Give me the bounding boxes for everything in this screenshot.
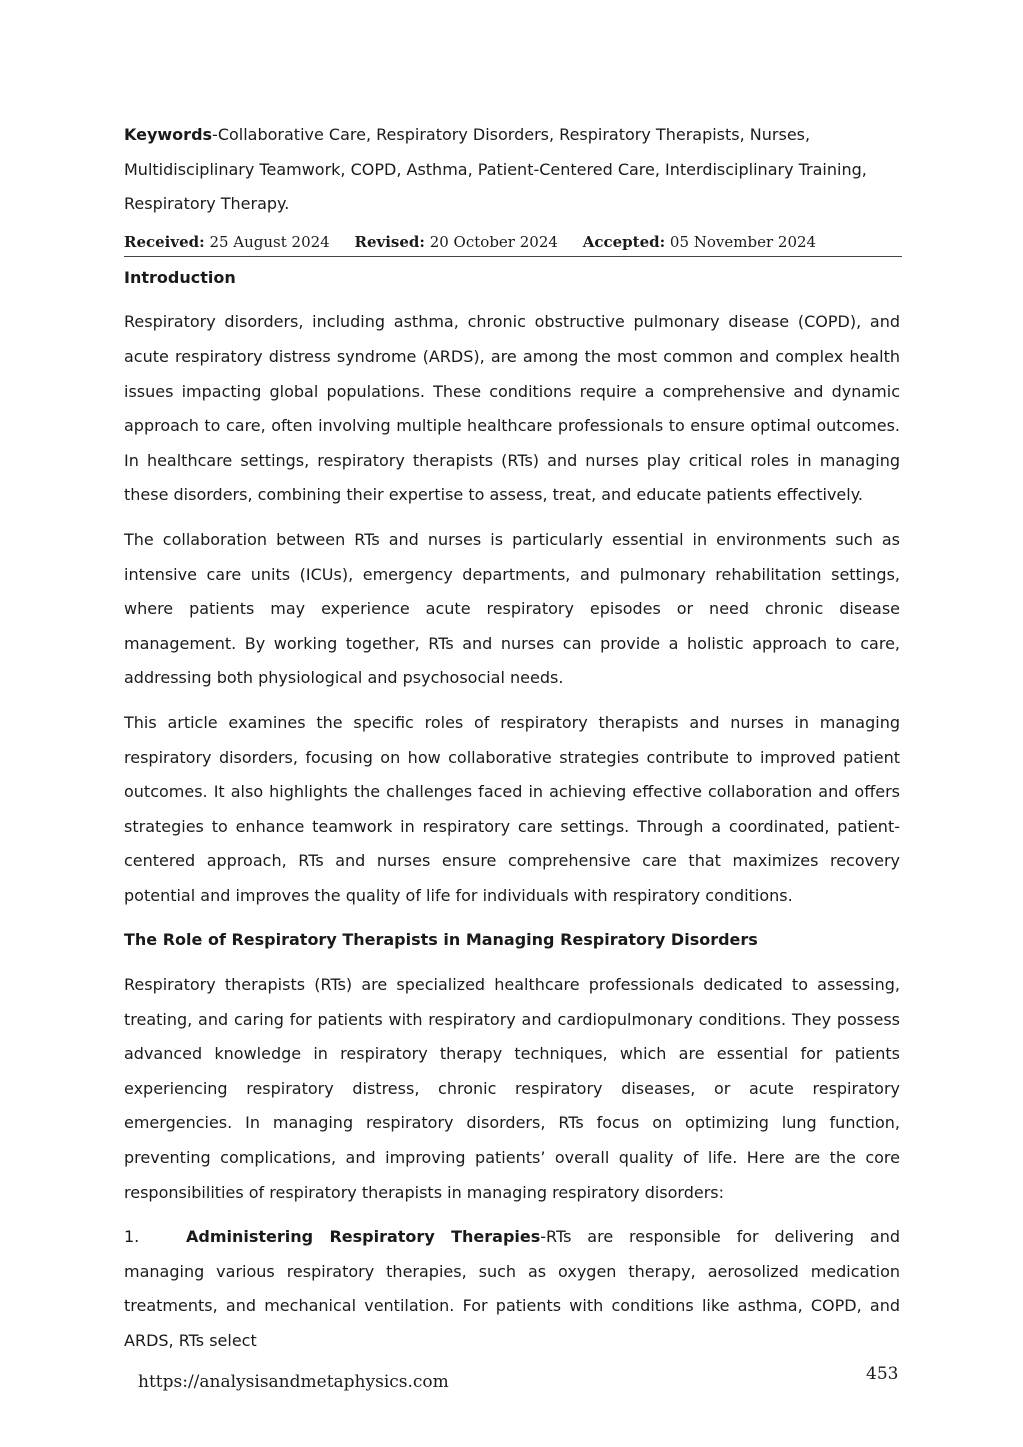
intro-paragraph-1: Respiratory disorders, including asthma, chronic obstructive pulmonary disease (COPD), and acute respiratory distress syndrome (ARDS), are among the most common and complex health issues impacting global populations. These conditions require a comprehensive and dynamic approach to care, often involving multiple healthcare professionals to ensure optimal outcomes. In healthcare settings, respiratory therapists (RTs) and nurses play critical roles in managing these disorders, combining their expertise to assess, treat, and educate patients effectively. — [124, 312, 900, 505]
footer-url[interactable]: https://analysisandmetaphysics.com — [138, 1372, 449, 1392]
keywords-label: Keywords — [124, 125, 213, 144]
accepted-label: Accepted: — [582, 232, 666, 251]
article-body — [124, 118, 900, 1369]
received-date: 25 August 2024 — [204, 232, 330, 251]
revised-label: Revised: — [354, 232, 425, 251]
role-paragraph: Respiratory therapists (RTs) are specialized healthcare professionals dedicated to assessing, treating, and caring for patients with respiratory and cardiopulmonary conditions. They possess advanced knowledge in respiratory therapy techniques, which are essential for patients experiencing respiratory distress, chronic respiratory diseases, or acute respiratory emergencies. In managing respiratory disorders, RTs focus on optimizing lung function, preventing complications, and improving patients’ overall quality of life. Here are the core responsibilities of respiratory therapists in managing respiratory disorders: — [124, 975, 900, 1202]
list-item-title: Administering Respiratory Therapies — [186, 1227, 541, 1247]
revised-date: 20 October 2024 — [424, 232, 558, 251]
list-item-1 — [124, 1220, 900, 1358]
accepted-date: 05 November 2024 — [665, 232, 817, 251]
intro-paragraph-3: This article examines the specific roles of respiratory therapists and nurses in managing respiratory disorders, focusing on how collaborative strategies contribute to improved patient outcomes. It also highlights the challenges faced in achieving effective collaboration and offers strategies to enhance teamwork in respiratory care settings. Through a coordinated, patient-centered approach, RTs and nurses ensure comprehensive care that maximizes recovery potential and improves the quality of life for individuals with respiratory conditions. — [124, 712, 900, 905]
publication-dates — [124, 230, 902, 257]
received-label: Received: — [124, 232, 205, 251]
role-section-heading: The Role of Respiratory Therapists in Managing Respiratory Disorders — [124, 930, 758, 950]
introduction-heading: Introduction — [124, 267, 236, 287]
keywords-paragraph — [124, 118, 900, 222]
keywords-text: -Collaborative Care, Respiratory Disorders, Respiratory Therapists, Nurses, Multidisciplinary Teamwork, COPD, Asthma, Patient-Centered Care, Interdisciplinary Training, Respiratory Therapy. — [124, 125, 867, 214]
list-item-text: -RTs are responsible for delivering and managing various respiratory therapies, such as oxygen therapy, aerosolized medication treatments, and mechanical ventilation. For patients with conditions like asthma, COPD, and ARDS, RTs select — [124, 1227, 900, 1350]
list-item-number: 1. — [124, 1227, 140, 1247]
page-number: 453 — [866, 1364, 899, 1384]
intro-paragraph-2: The collaboration between RTs and nurses is particularly essential in environments such as intensive care units (ICUs), emergency departments, and pulmonary rehabilitation settings, where patients may experience acute respiratory episodes or need chronic disease management. By working together, RTs and nurses can provide a holistic approach to care, addressing both physiological and psychosocial needs. — [124, 529, 900, 688]
